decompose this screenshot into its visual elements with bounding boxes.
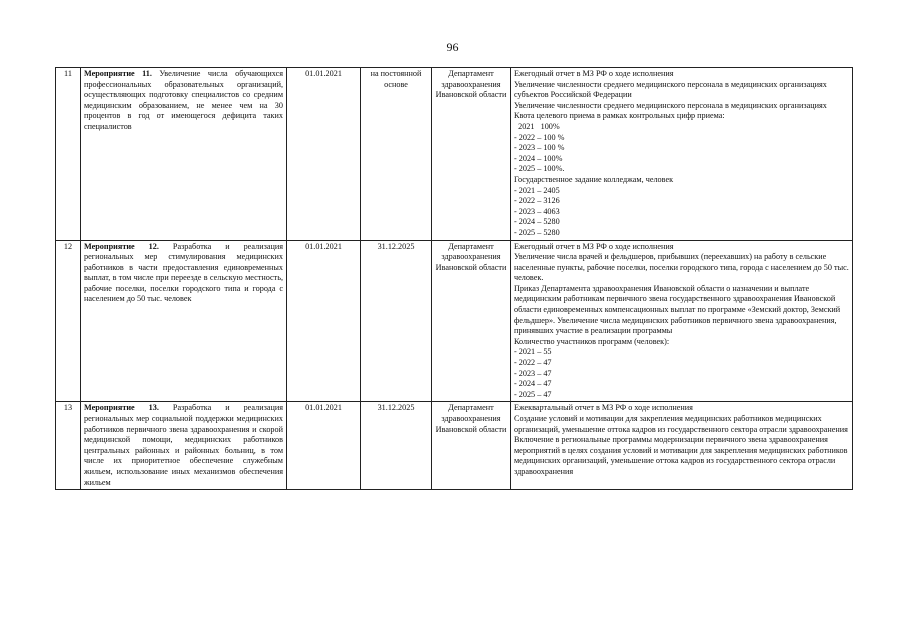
result-line: - 2025 – 5280 (514, 227, 560, 237)
start-date: 01.01.2021 (287, 68, 361, 241)
result-line: - 2021 – 2405 (514, 185, 560, 195)
result-cell (511, 402, 853, 490)
result-line: Увеличение числа врачей и фельдшеров, прибывших (переехавших) на работу в сельские населенные пункты, рабочие поселки, поселки городского типа, города с населением до 50 тыс. человек. (514, 252, 849, 283)
table-row (56, 240, 853, 402)
result-line: - 2024 – 47 (514, 379, 552, 389)
result-line: Приказ Департамента здравоохранения Ивановской области о назначении и выплате медицинским работникам первичного звена государственного здравоохранения Ивановской области единовременных компенсационных выплат по программе «Земский доктор, Земский фельдшер». Увеличение числа медицинских работников первичного звена здравоохранения, принявших участие в реализации программы (514, 283, 841, 336)
row-number: 11 (56, 68, 81, 241)
measure-description (81, 240, 287, 402)
executor: Департамент здравоохранения Ивановской области (432, 240, 511, 402)
measure-description (81, 68, 287, 241)
measure-text: Разработка и реализация региональных мер социальной поддержки медицинских работников первичного звена здравоохранения и скорой медицинской помощи, медицинских работников центральных районных и районных больниц, в том числе их приоритетное обеспечение служебным жильем, использование иных механизмов обеспечения жильем (84, 403, 283, 487)
result-line: Ежегодный отчет в МЗ РФ о ходе исполнения (514, 241, 674, 251)
result-line: 2021 100% (514, 121, 560, 131)
end-date: 31.12.2025 (361, 402, 432, 490)
result-line: Квота целевого приема в рамках контрольных цифр приема: (514, 111, 725, 121)
result-line: - 2023 – 4063 (514, 206, 560, 216)
result-line: Создание условий и мотивации для закрепления медицинских работников медицинских организаций, уменьшение оттока кадров из государственного сектора отрасли здравоохранения (514, 414, 848, 434)
end-date: на постоянной основе (361, 68, 432, 241)
executor: Департамент здравоохранения Ивановской области (432, 402, 511, 490)
measure-title: Мероприятие 13. (84, 403, 159, 413)
result-line: - 2025 – 47 (514, 389, 552, 399)
result-line: - 2023 – 100 % (514, 143, 565, 153)
end-date: 31.12.2025 (361, 240, 432, 402)
row-number: 12 (56, 240, 81, 402)
measure-title: Мероприятие 12. (84, 241, 159, 251)
result-line: - 2023 – 47 (514, 368, 552, 378)
measure-text: Разработка и реализация региональных мер стимулирования медицинских работников в части предоставления единовременных выплат, в том числе при переезде в сельскую местность, рабочие поселки, поселки городского типа и города с населением до 50 тыс. человек (84, 241, 283, 304)
result-line: - 2025 – 100%. (514, 164, 565, 174)
result-line: Включение в региональные программы модернизации первичного звена здравоохранения мероприятий в целях создания условий и мотивации для закрепления медицинских работников медицинских организаций, уменьшение оттока кадров из государственного сектора отрасли здравоохранения (514, 435, 848, 476)
result-line: Ежегодный отчет в МЗ РФ о ходе исполнения (514, 69, 674, 78)
start-date: 01.01.2021 (287, 402, 361, 490)
result-line: - 2024 – 100% (514, 153, 563, 163)
result-line: - 2022 – 47 (514, 358, 552, 368)
result-line: - 2024 – 5280 (514, 217, 560, 227)
executor: Департамент здравоохранения Ивановской области (432, 68, 511, 241)
measures-table (55, 67, 853, 490)
measure-text: Увеличение числа обучающихся профессиональных образовательных организаций, осуществляющих подготовку специалистов со средним медицинским образованием, не менее чем на 30 процентов в год от имеющегося дефицита таких специалистов (84, 69, 283, 131)
result-line: - 2022 – 3126 (514, 196, 560, 206)
start-date: 01.01.2021 (287, 240, 361, 402)
result-line: Ежеквартальный отчет в МЗ РФ о ходе исполнения (514, 403, 693, 413)
measure-title: Мероприятие 11. (84, 69, 152, 78)
result-line: - 2022 – 100 % (514, 132, 565, 142)
result-cell (511, 68, 853, 241)
table-row (56, 402, 853, 490)
table-row (56, 68, 853, 241)
measure-description (81, 402, 287, 490)
row-number: 13 (56, 402, 81, 490)
result-cell (511, 240, 853, 402)
result-line: Государственное задание колледжам, человек (514, 174, 674, 184)
result-line: Увеличение численности среднего медицинского персонала в медицинских организациях субъектов Российской Федерации (514, 79, 827, 100)
page-number: 96 (446, 40, 459, 54)
result-line: Количество участников программ (человек): (514, 336, 670, 346)
result-line: Увеличение численности среднего медицинского персонала в медицинских организациях (514, 100, 827, 110)
result-line: - 2021 – 55 (514, 347, 552, 357)
